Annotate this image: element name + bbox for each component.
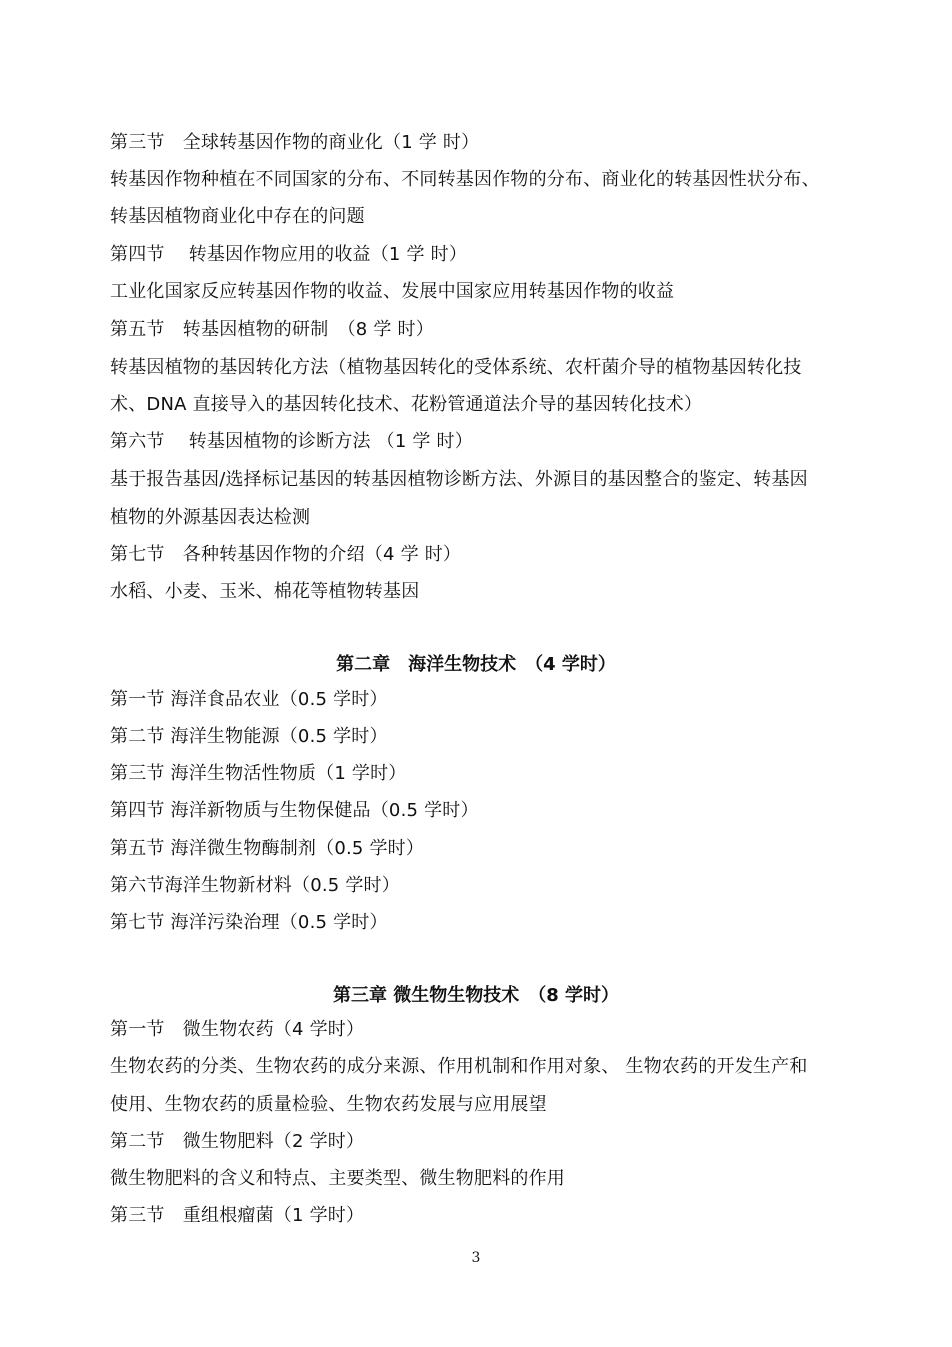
chapter-title: 第三章 微生物生物技术 （8 学时） (332, 985, 620, 1006)
section-heading: 第一节 海洋食品农业（0.5 学时） (110, 689, 388, 710)
section-heading: 第七节 各种转基因作物的介绍（4 学 时） (110, 544, 462, 565)
section-heading: 第三节 重组根瘤菌（1 学时） (110, 1205, 365, 1226)
section-content: 转基因作物种植在不同国家的分布、不同转基因作物的分布、商业化的转基因性状分布、 (110, 169, 820, 190)
section-heading: 第五节 转基因植物的研制 （8 学 时） (110, 319, 434, 340)
section-content: 微生物肥料的含义和特点、主要类型、微生物肥料的作用 (110, 1168, 565, 1189)
chapter-title: 第二章 海洋生物技术 （4 学时） (336, 654, 616, 675)
page-number: 3 (471, 1250, 481, 1266)
section-heading: 第四节 转基因作物应用的收益（1 学 时） (110, 244, 468, 265)
section-heading: 第二节 海洋生物能源（0.5 学时） (110, 726, 388, 747)
section-content: 基于报告基因/选择标记基因的转基因植物诊断方法、外源目的基因整合的鉴定、转基因 (110, 469, 808, 490)
section-heading: 第六节 转基因植物的诊断方法 （1 学 时） (110, 431, 473, 452)
section-content: 转基因植物的基因转化方法（植物基因转化的受体系统、农杆菌介导的植物基因转化技 (110, 357, 802, 378)
section-heading: 第一节 微生物农药（4 学时） (110, 1019, 365, 1040)
section-content: 转基因植物商业化中存在的问题 (110, 206, 365, 227)
section-content: 工业化国家反应转基因作物的收益、发展中国家应用转基因作物的收益 (110, 281, 675, 302)
section-heading: 第三节 海洋生物活性物质（1 学时） (110, 763, 407, 784)
section-content: 术、DNA 直接导入的基因转化技术、花粉管通道法介导的基因转化技术） (110, 394, 703, 415)
section-heading: 第三节 全球转基因作物的商业化（1 学 时） (110, 132, 480, 153)
section-heading: 第四节 海洋新物质与生物保健品（0.5 学时） (110, 800, 479, 821)
section-content: 生物农药的分类、生物农药的成分来源、作用机制和作用对象、 生物农药的开发生产和 (110, 1056, 808, 1077)
section-content: 植物的外源基因表达检测 (110, 507, 311, 528)
section-heading: 第六节海洋生物新材料（0.5 学时） (110, 875, 400, 896)
section-heading: 第七节 海洋污染治理（0.5 学时） (110, 912, 388, 933)
section-content: 水稻、小麦、玉米、棉花等植物转基因 (110, 581, 420, 602)
section-heading: 第二节 微生物肥料（2 学时） (110, 1131, 365, 1152)
section-heading: 第五节 海洋微生物酶制剂（0.5 学时） (110, 838, 425, 859)
section-content: 使用、生物农药的质量检验、生物农药发展与应用展望 (110, 1094, 547, 1115)
